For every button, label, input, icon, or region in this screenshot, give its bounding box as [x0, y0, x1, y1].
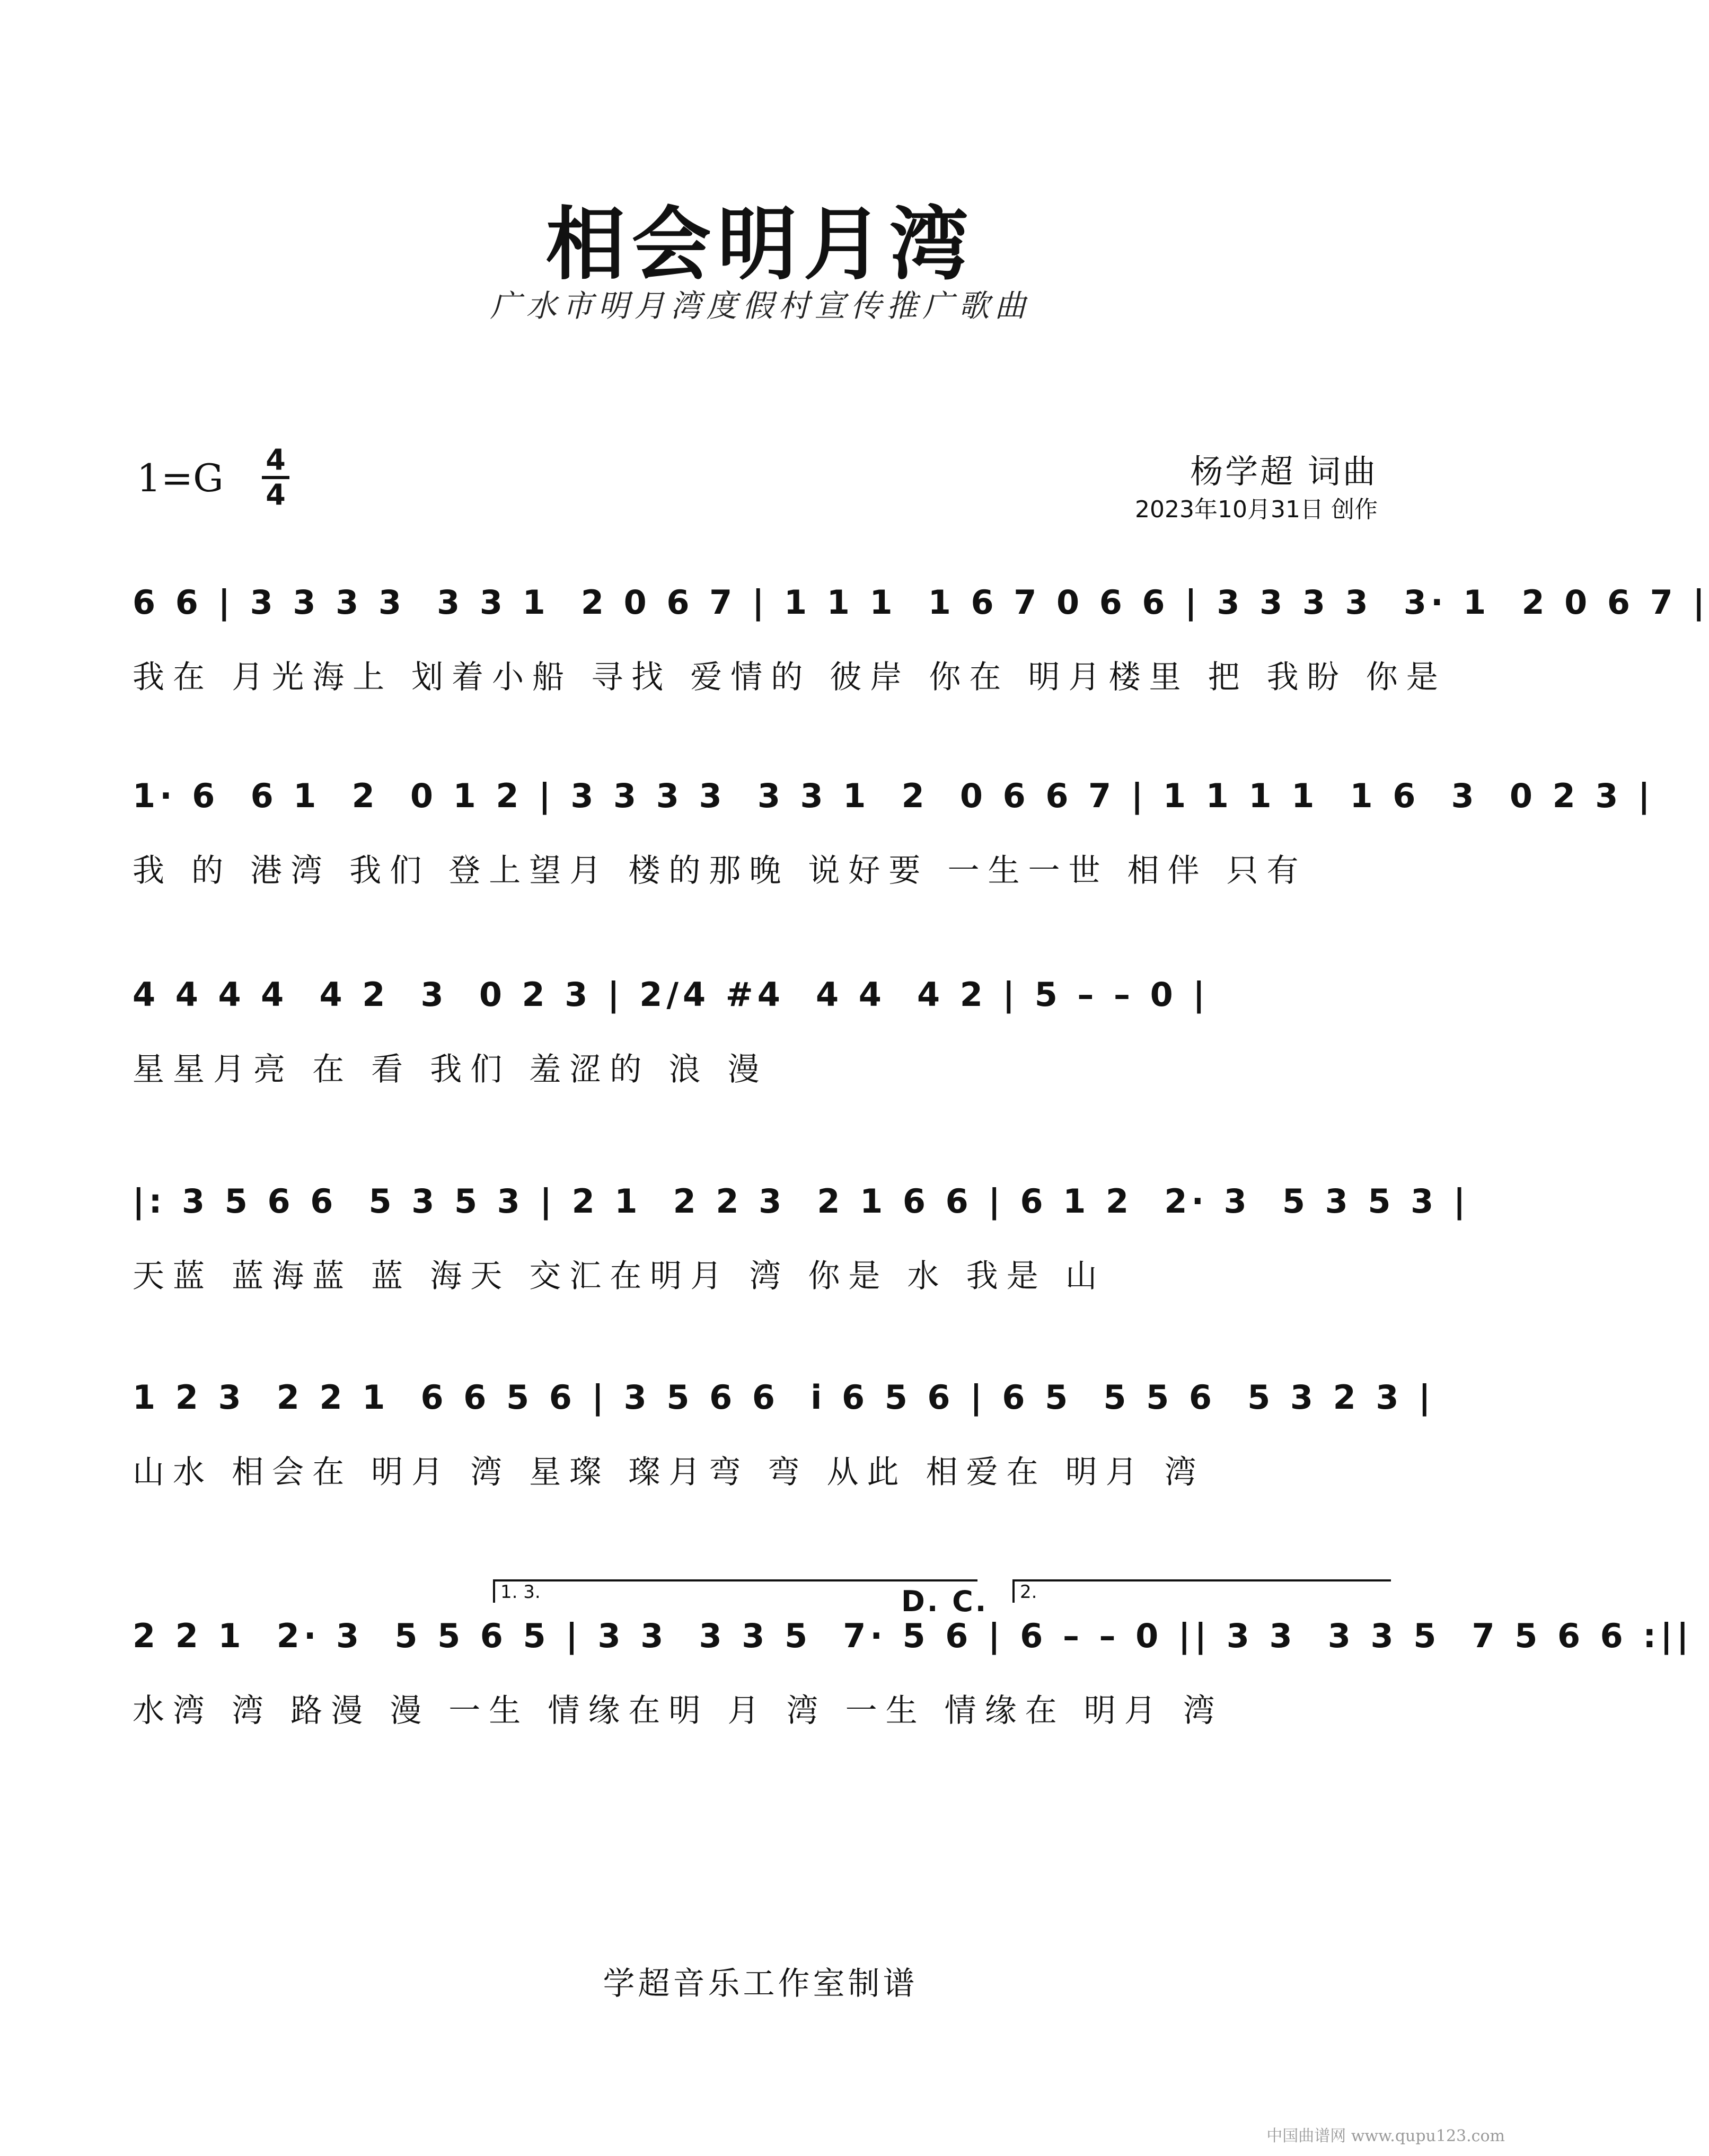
lyrics-line: 我在 月光海上 划着小船 寻找 爱情的 彼岸 你在 明月楼里 把 我盼 你是	[133, 659, 1447, 696]
lyrics-line: 天蓝 蓝海蓝 蓝 海天 交汇在明月 湾 你是 水 我是 山	[133, 1258, 1106, 1295]
lyrics-line: 星星月亮 在 看 我们 羞涩的 浪 漫	[133, 1051, 768, 1088]
creation-date: 2023年10月31日 创作	[1135, 496, 1378, 523]
footer-credit: 学超音乐工作室制谱	[603, 1965, 918, 2002]
song-subtitle: 广水市明月湾度假村宣传推广歌曲	[490, 288, 1031, 324]
notation-line	[133, 1367, 1435, 1426]
notes-text: 1 2 3 2 2 1 6 6 5 6 | 3 5 6 6 i 6 5 6 | 6 5 5 5 6 5 3 2 3 |	[133, 1378, 1435, 1417]
lyrics-line: 山水 相会在 明月 湾 星璨 璨月弯 弯 从此 相爱在 明月 湾	[133, 1454, 1205, 1491]
author-credit: 杨学超 词曲	[1190, 452, 1378, 491]
lyrics-line: 我 的 港湾 我们 登上望月 楼的那晚 说好要 一生一世 相伴 只有	[133, 852, 1307, 889]
volta-first-ending: 1. 3.	[493, 1579, 977, 1603]
volta-second-ending: 2.	[1012, 1579, 1391, 1603]
time-signature-bottom: 4	[266, 478, 286, 511]
notation-line	[133, 1171, 1470, 1230]
notes-text: 6 6 | 3 3 3 3 3 3 1 2 0 6 7 | 1 1 1 1 6 7 0 6 6 | 3 3 3 3 3· 1 2 0 6 7 |	[133, 583, 1709, 622]
notes-text: 4 4 4 4 4 2 3 0 2 3 | 2/4 #4 4 4 4 2 | 5 – – 0 |	[133, 975, 1209, 1014]
time-signature-top: 4	[266, 443, 286, 476]
key-signature: 1=G	[137, 456, 224, 500]
notation-line	[133, 572, 1709, 631]
notes-text: 1· 6 6 1 2 0 1 2 | 3 3 3 3 3 3 1 2 0 6 6 7 | 1 1 1 1 1 6 3 0 2 3 |	[133, 776, 1654, 815]
watermark-logo: 中国曲谱网 www.qupu123.com	[1266, 2127, 1505, 2145]
notes-text: 2 2 1 2· 3 5 5 6 5 | 3 3 3 3 5 7· 5 6 | 6 – – 0 || 3 3 3 3 5 7 5 6 6 :||	[133, 1616, 1693, 1655]
notes-text: |: 3 5 6 6 5 3 5 3 | 2 1 2 2 3 2 1 6 6 | 6 1 2 2· 3 5 3 5 3 |	[133, 1182, 1470, 1221]
song-title: 相会明月湾	[545, 199, 975, 291]
notation-line	[133, 1606, 1693, 1664]
lyrics-line: 水湾 湾 路漫 漫 一生 情缘在明 月 湾 一生 情缘在 明月 湾	[133, 1692, 1223, 1729]
notation-line	[133, 965, 1389, 1023]
notation-line	[133, 766, 1654, 824]
da-capo-marking: D. C.	[901, 1585, 989, 1618]
time-signature	[260, 445, 292, 510]
